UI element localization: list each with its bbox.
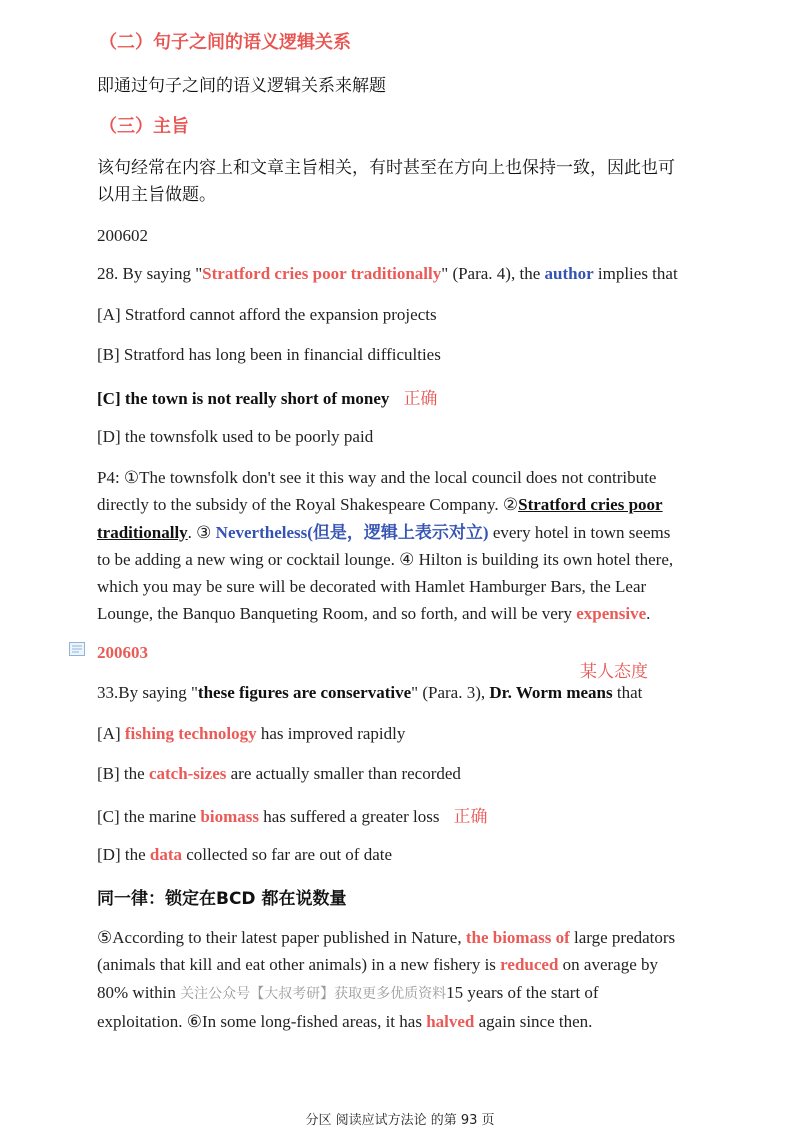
keyword: reduced: [500, 955, 559, 975]
passage-line: to be adding a new wing or cocktail lounge. ④ Hilton is building its own hotel there,: [97, 549, 674, 569]
section-desc-2: 即通过句子之间的语义逻辑关系来解题: [97, 76, 386, 96]
passage-line: Lounge, the Banquo Banqueting Room, and so forth, and will be very expensive.: [97, 604, 651, 624]
option-b: [B] the catch-sizes are actually smaller than recorded: [97, 764, 461, 783]
stem-quote: Stratford cries poor traditionally: [202, 264, 442, 283]
passage-line: which you may be sure will be decorated with Hamlet Hamburger Bars, the Lear: [97, 577, 647, 597]
option-d: [D] the data collected so far are out of date: [97, 845, 393, 864]
question-year: 200603: [97, 643, 148, 662]
passage-para3: [97, 924, 747, 1035]
correct-tag: 正确: [403, 389, 438, 409]
option-d: [D] the townsfolk used to be poorly paid: [97, 427, 374, 446]
question-stem: 33.By saying "these figures are conservative" (Para. 3), Dr. Worm means that: [97, 683, 643, 702]
attitude-note: 某人态度: [580, 662, 648, 682]
option-c-text: [C] the town is not really short of money: [97, 389, 390, 408]
keyword: fishing technology: [124, 724, 257, 743]
section-desc-3-line1: 该句经常在内容上和文章主旨相关，有时甚至在方向上也保持一致，因此也可: [97, 158, 675, 178]
keyword: catch-sizes: [148, 764, 227, 783]
passage-line: ⑤According to their latest paper published in Nature, the biomass of large predators: [97, 928, 676, 947]
stem-author: author: [544, 264, 594, 283]
keyword: halved: [426, 1011, 475, 1031]
passage-line: traditionally. ③ Nevertheless(但是，逻辑上表示对立) every hotel in town seems: [97, 522, 671, 542]
section-heading-3: （三）主旨: [99, 116, 189, 137]
keyword: the biomass of: [465, 928, 570, 947]
option-b: [B] Stratford has long been in financial difficulties: [97, 345, 441, 364]
stem-text: " (Para. 4), the: [441, 264, 545, 283]
question-year: 200602: [97, 226, 148, 245]
stem-subject: Dr. Worm means: [489, 683, 613, 702]
section-desc-3-line2: 以用主旨做题。: [97, 185, 216, 205]
option-c: [C] the marine biomass has suffered a greater loss 正确: [97, 807, 488, 827]
passage-p4: [97, 464, 747, 628]
passage-line: directly to the subsidy of the Royal Shakespeare Company. ②Stratford cries poor: [97, 495, 663, 515]
stem-quote: these figures are conservative: [197, 683, 412, 702]
stem-text: implies that: [593, 264, 678, 283]
section-heading-2: （二）句子之间的语义逻辑关系: [99, 32, 351, 53]
passage-line: (animals that kill and eat other animals) in a new fishery is reduced on average by: [97, 955, 659, 975]
keyword: data: [149, 845, 182, 864]
logic-note: Nevertheless(但是，逻辑上表示对立): [215, 522, 489, 542]
question-stem: [97, 264, 678, 284]
option-a: [A] Stratford cannot afford the expansion projects: [97, 305, 437, 324]
highlight-quote: traditionally: [97, 522, 188, 542]
passage-line: 80% within 关注公众号【大叔考研】获取更多优质资料15 years of the start of: [97, 982, 599, 1002]
highlight-quote: Stratford cries poor: [518, 495, 663, 515]
stem-text: 28. By saying ": [97, 264, 203, 283]
correct-tag: 正确: [453, 807, 488, 827]
rule-note: 同一律：锁定在BCD 都在说数量: [97, 889, 347, 909]
passage-line: P4: ①The townsfolk don't see it this way and the local council does not contribute: [97, 468, 657, 487]
keyword: biomass: [200, 807, 259, 826]
option-a: [A] fishing technology has improved rapidly: [97, 724, 406, 743]
passage-line: exploitation. ⑥In some long-fished areas, it has halved again since then.: [97, 1011, 593, 1031]
document-icon: [69, 642, 85, 656]
page-footer: 分区 阅读应试方法论 的第 93 页: [305, 1113, 495, 1128]
watermark-text: 关注公众号【大叔考研】获取更多优质资料: [180, 985, 447, 1002]
keyword: expensive: [576, 604, 647, 624]
option-c: [97, 384, 437, 409]
